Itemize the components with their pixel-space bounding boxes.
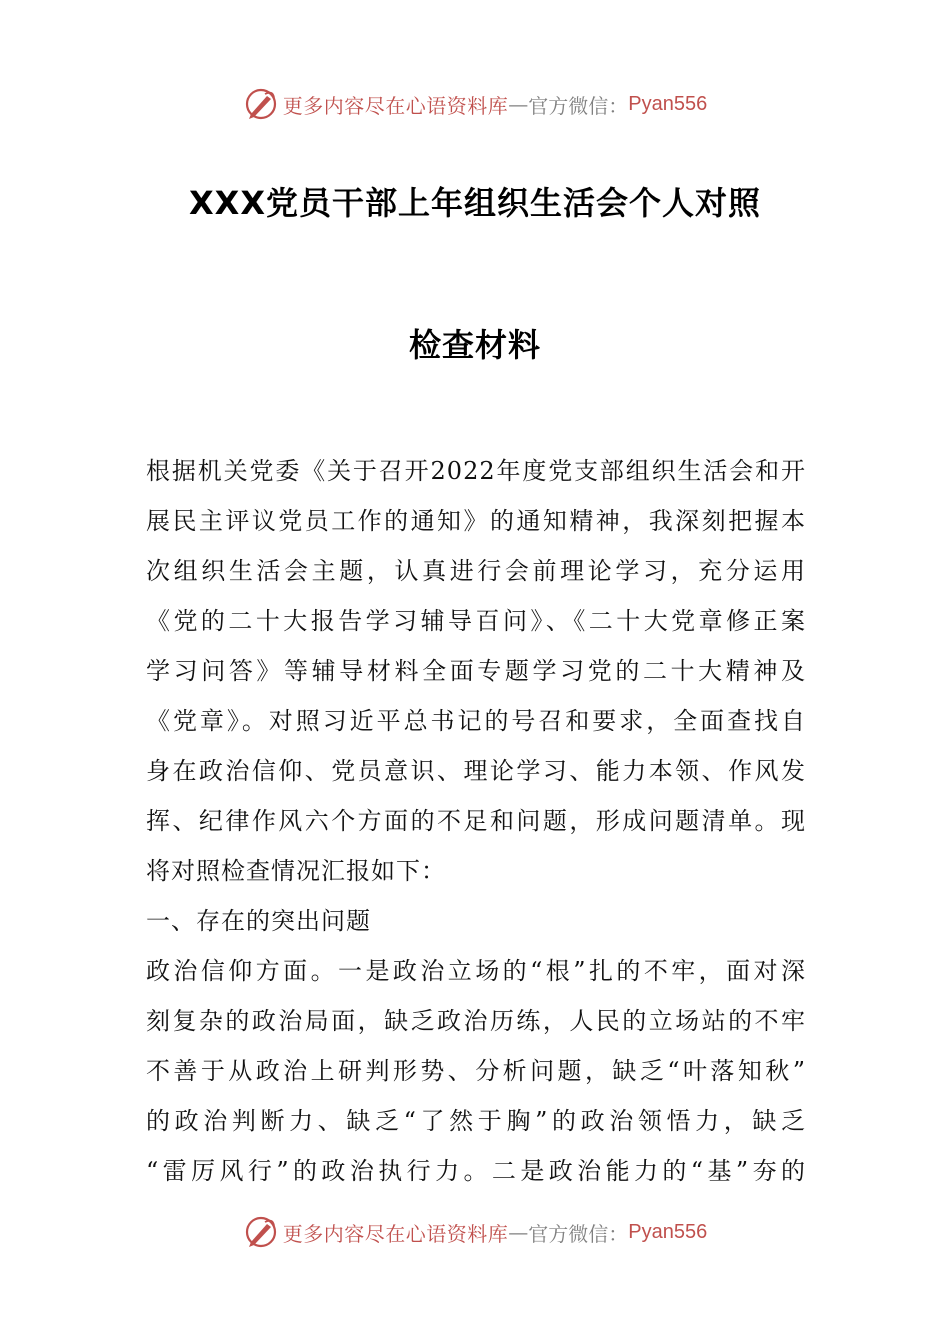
body-line: 挥、纪律作风六个方面的不足和问题，形成问题清单。现 xyxy=(146,807,806,835)
body-line: 学习问答》等辅导材料全面专题学习党的二十大精神及 xyxy=(146,657,806,685)
document-title-line-2: 检查材料 xyxy=(408,326,541,364)
body-line: 《党的二十大报告学习辅导百问》、《二十大党章修正案 xyxy=(146,607,806,635)
body-line: 将对照检查情况汇报如下： xyxy=(146,857,446,885)
body-line: 身在政治信仰、党员意识、理论学习、能力本领、作风发 xyxy=(146,757,806,785)
pen-logo-icon xyxy=(243,86,279,122)
body-line: 根据机关党委《关于召开2022年度党支部组织生活会和开 xyxy=(146,457,806,485)
document-title-line-1: XXX党员干部上年组织生活会个人对照 xyxy=(188,184,762,222)
body-line: 的政治判断力、缺乏“了然于胸”的政治领悟力，缺乏 xyxy=(146,1107,806,1135)
watermark-separator: — xyxy=(508,92,529,116)
footer-watermark xyxy=(0,1212,950,1252)
body-line: 不善于从政治上研判形势、分析问题，缺乏“叶落知秋” xyxy=(146,1057,806,1085)
body-line: 政治信仰方面。一是政治立场的“根”扎的不牢，面对深 xyxy=(146,957,806,985)
watermark-official-label: 官方微信： xyxy=(528,1221,629,1246)
watermark-official-label: 官方微信： xyxy=(528,93,629,118)
body-line: 展民主评议党员工作的通知》的通知精神，我深刻把握本 xyxy=(146,507,806,535)
section-heading: 一、存在的突出问题 xyxy=(146,907,371,935)
watermark-site-text: 更多内容尽在心语资料库 xyxy=(282,1221,509,1246)
body-line: “雷厉风行”的政治执行力。二是政治能力的“基”夯的 xyxy=(146,1157,806,1185)
header-watermark xyxy=(0,84,950,124)
watermark-wechat-id: Pyan556 xyxy=(628,92,708,115)
body-line: 刻复杂的政治局面，缺乏政治历练，人民的立场站的不牢 xyxy=(146,1007,806,1035)
body-line: 次组织生活会主题，认真进行会前理论学习，充分运用 xyxy=(146,557,806,585)
document-body xyxy=(146,446,806,1196)
watermark-site-text: 更多内容尽在心语资料库 xyxy=(282,93,509,118)
pen-logo-icon xyxy=(243,1214,279,1250)
body-line: 《党章》。对照习近平总书记的号召和要求，全面查找自 xyxy=(146,707,806,735)
watermark-separator: — xyxy=(508,1220,529,1244)
watermark-wechat-id: Pyan556 xyxy=(628,1220,708,1243)
